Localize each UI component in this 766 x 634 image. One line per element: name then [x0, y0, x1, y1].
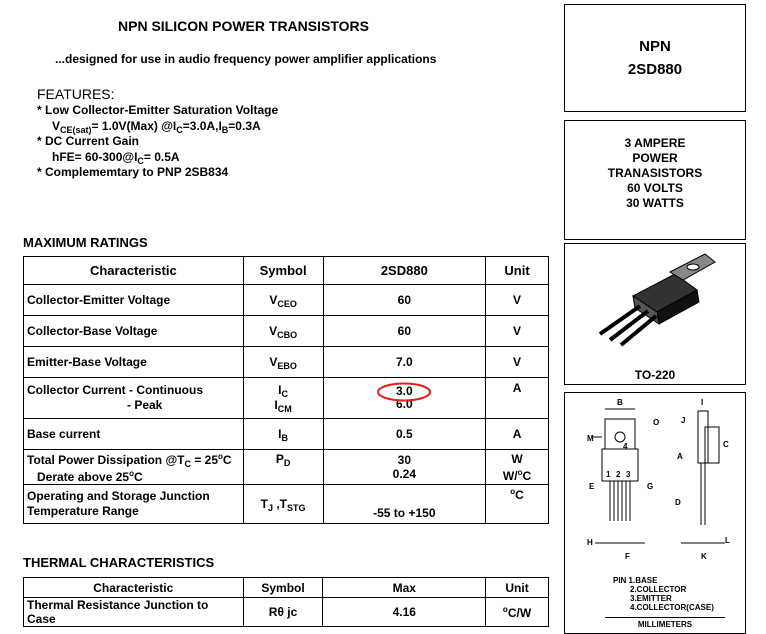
- row-value: 7.0: [323, 347, 486, 378]
- dimension-drawing: [565, 393, 745, 573]
- row-symbol: $V_{CEO}$: [243, 285, 323, 316]
- desc-line-3: TRANASISTORS: [607, 166, 703, 180]
- feature-1: * Low Collector-Emitter Saturation Voltage: [37, 103, 279, 117]
- desc-line-4: 60 VOLTS: [627, 181, 683, 195]
- dim-label-g: G: [647, 482, 654, 491]
- dim-label-l: L: [725, 536, 730, 545]
- part-number: 2SD880: [627, 61, 683, 78]
- dimension-drawing-box: [564, 392, 746, 634]
- header-symbol: Symbol: [243, 257, 323, 285]
- handwritten-circle-annotation: [375, 381, 433, 403]
- dim-label-j: J: [681, 416, 686, 425]
- features-heading: FEATURES:: [37, 86, 115, 102]
- header-max: Max: [323, 578, 486, 598]
- pin-label-3: 3: [626, 470, 631, 479]
- table-row: [24, 347, 549, 378]
- dim-label-f: F: [625, 552, 630, 561]
- dim-label-h: H: [587, 538, 593, 547]
- package-box: [564, 243, 746, 385]
- row-max: 4.16: [323, 598, 486, 627]
- description-box: [564, 120, 746, 240]
- row-char: Collector-Base Voltage: [24, 316, 244, 347]
- row-value: 3.0 6.0: [323, 378, 486, 419]
- row-value: -55 to +150: [323, 485, 486, 524]
- row-value: 30 0.24: [323, 450, 486, 485]
- dim-label-m: M: [587, 434, 594, 443]
- row-symbol: $V_{EBO}$: [243, 347, 323, 378]
- row-unit: $^o$C/W: [486, 598, 549, 627]
- row-symbol: Rθ jc: [243, 598, 323, 627]
- header-characteristic: Characteristic: [24, 578, 244, 598]
- row-char: Emitter-Base Voltage: [24, 347, 244, 378]
- table-row: [24, 419, 549, 450]
- row-char: Thermal Resistance Junction to Case: [24, 598, 244, 627]
- dim-label-a: A: [677, 452, 683, 461]
- to220-package-image: [565, 244, 745, 362]
- dim-label-k: K: [701, 552, 707, 561]
- pin-list: [613, 576, 714, 612]
- row-char: Operating and Storage Junction Temperature Range: [24, 485, 244, 524]
- row-unit: W W/$^o$C: [486, 450, 549, 485]
- pin-3: 3.EMITTER: [630, 594, 672, 603]
- pin-1: PIN 1.BASE: [613, 576, 658, 585]
- feature-3: * Complememtary to PNP 2SB834: [37, 165, 229, 179]
- package-label: TO-220: [634, 368, 676, 382]
- row-char: Collector Current - Continuous - Peak: [24, 378, 244, 419]
- row-value: 60: [323, 316, 486, 347]
- header-characteristic: Characteristic: [24, 257, 244, 285]
- row-unit: A: [486, 378, 549, 419]
- pin-label-4: 4: [623, 442, 628, 451]
- dim-label-d: D: [675, 498, 681, 507]
- row-symbol: $T_J$ $,T_{STG}$: [243, 485, 323, 524]
- dim-label-e: E: [589, 482, 595, 491]
- subtitle: ...designed for use in audio frequency power amplifier applications: [55, 52, 437, 66]
- table-row: [24, 485, 549, 524]
- page-title: NPN SILICON POWER TRANSISTORS: [118, 18, 369, 34]
- row-symbol: $I_B$: [243, 419, 323, 450]
- row-unit: V: [486, 347, 549, 378]
- max-ratings-table: [23, 256, 549, 524]
- row-unit: V: [486, 316, 549, 347]
- max-ratings-heading: MAXIMUM RATINGS: [23, 235, 148, 250]
- feature-2-detail: $hFE= 60-300@I_C= 0.5A$: [52, 150, 180, 166]
- pin-label-1: 1: [606, 470, 611, 479]
- part-type: NPN: [639, 38, 671, 55]
- row-unit: $^o$C: [486, 485, 549, 524]
- row-symbol: $P_D$: [243, 450, 323, 485]
- feature-1-detail: $V_{CE(sat)}= 1.0V(Max)$ $@I_C=3.0A,I_B=0.3A$: [52, 119, 261, 135]
- header-value: 2SD880: [323, 257, 486, 285]
- table-header-row: [24, 257, 549, 285]
- header-symbol: Symbol: [243, 578, 323, 598]
- desc-line-1: 3 AMPERE: [624, 136, 686, 150]
- row-char: Total Power Dissipation $@T_C = 25^oC$ Derate above 25$^o$C: [24, 450, 244, 485]
- table-row: [24, 316, 549, 347]
- dim-label-o: O: [653, 418, 660, 427]
- table-row: [24, 450, 549, 485]
- header-unit: Unit: [486, 578, 549, 598]
- row-value: 0.5: [323, 419, 486, 450]
- row-symbol: $I_C$ $I_{CM}$: [243, 378, 323, 419]
- thermal-table: [23, 577, 549, 627]
- table-row: [24, 378, 549, 419]
- dim-label-b: B: [617, 398, 623, 407]
- dim-label-c: C: [723, 440, 729, 449]
- drawing-footer: MILLIMETERS: [605, 617, 725, 629]
- table-row: [24, 285, 549, 316]
- thermal-heading: THERMAL CHARACTERISTICS: [23, 555, 215, 570]
- table-header-row: [24, 578, 549, 598]
- row-symbol: $V_{CBO}$: [243, 316, 323, 347]
- pin-2: 2.COLLECTOR: [630, 585, 687, 594]
- row-char: Base current: [24, 419, 244, 450]
- feature-2: * DC Current Gain: [37, 134, 140, 148]
- row-unit: A: [486, 419, 549, 450]
- desc-line-5: 30 WATTS: [626, 196, 684, 210]
- row-value: 60: [323, 285, 486, 316]
- table-row: [24, 598, 549, 627]
- pin-label-2: 2: [616, 470, 621, 479]
- part-number-box: [564, 4, 746, 112]
- desc-line-2: POWER: [632, 151, 678, 165]
- row-unit: V: [486, 285, 549, 316]
- dim-label-i: I: [701, 398, 704, 407]
- row-char: Collector-Emitter Voltage: [24, 285, 244, 316]
- header-unit: Unit: [486, 257, 549, 285]
- pin-4: 4.COLLECTOR(CASE): [630, 603, 714, 612]
